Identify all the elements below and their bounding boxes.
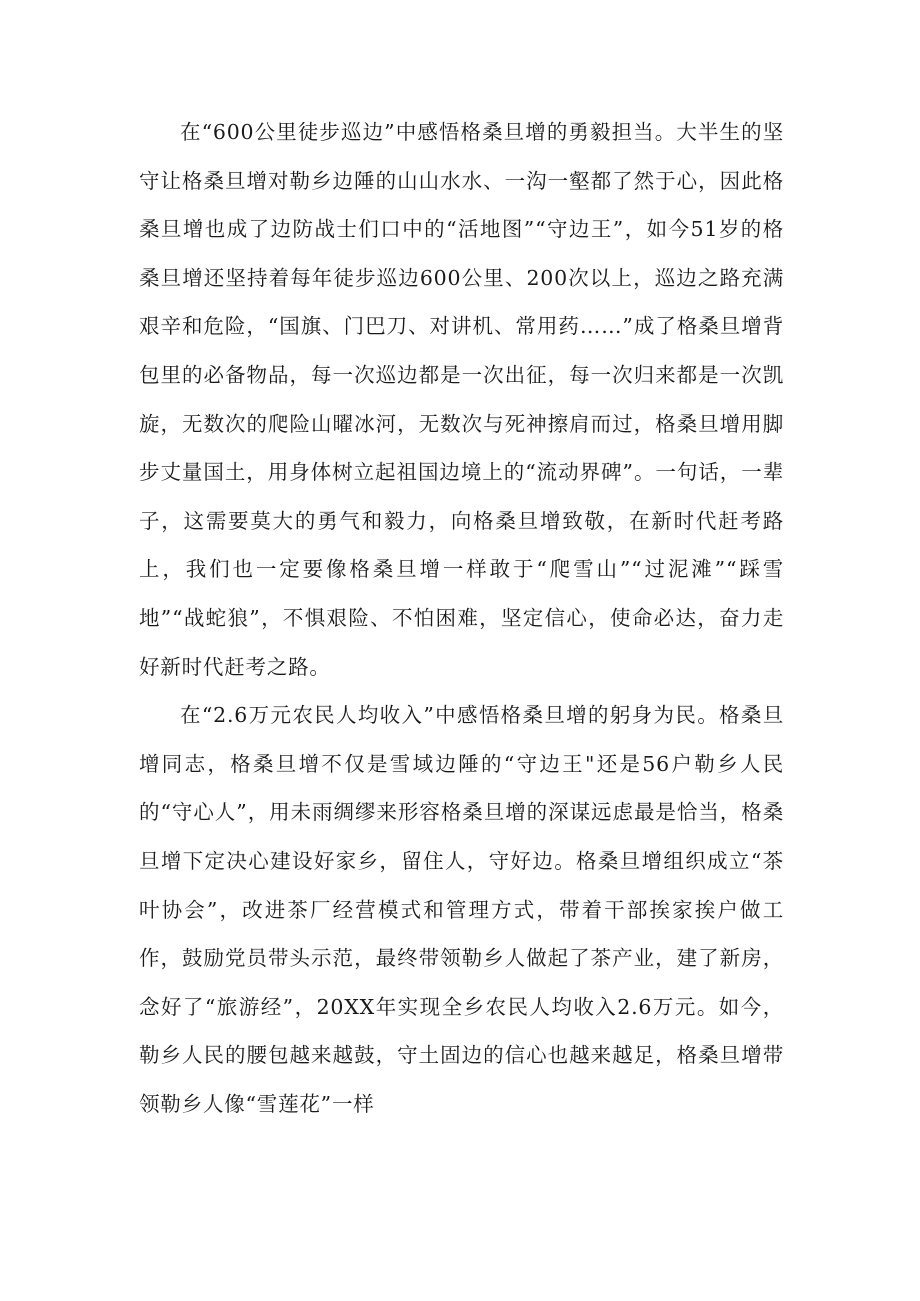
document-body bbox=[139, 108, 784, 1128]
paragraph-income: 在“2.6万元农民人均收入”中感悟格桑旦增的躬身为民。格桑旦增同志，格桑旦增不仅是雪域边陲的“守边王"还是56户勒乡人民的“守心人”，用未雨绸缪来形容格桑旦增的深谋远虑最是恰当，格桑旦增下定决心建设好家乡，留住人，守好边。格桑旦增组织成立“茶叶协会”，改进茶厂经营模式和管理方式，带着干部挨家挨户做工作，鼓励党员带头示范，最终带领勒乡人做起了茶产业，建了新房，念好了“旅游经”，20XX年实现全乡农民人均收入2.6万元。如今，勒乡人民的腰包越来越鼓，守土固边的信心也越来越足，格桑旦增带领勒乡人像“雪莲花”一样 bbox=[139, 703, 784, 1116]
paragraph-patrol: 在“600公里徒步巡边”中感悟格桑旦增的勇毅担当。大半生的坚守让格桑旦增对勒乡边陲的山山水水、一沟一壑都了然于心，因此格桑旦增也成了边防战士们口中的“活地图”“守边王”，如今51岁的格桑旦增还坚持着每年徒步巡边600公里、200次以上，巡边之路充满艰辛和危险，“国旗、门巴刀、对讲机、常用药……”成了格桑旦增背包里的必备物品，每一次巡边都是一次出征，每一次归来都是一次凯旋，无数次的爬险山曜冰河，无数次与死神擦肩而过，格桑旦增用脚步丈量国土，用身体树立起祖国边境上的“流动界碑”。一句话，一辈子，这需要莫大的勇气和毅力，向格桑旦增致敬，在新时代赶考路上，我们也一定要像格桑旦增一样敢于“爬雪山”“过泥滩”“踩雪地”“战蛇狼”，不惧艰险、不怕困难，坚定信心，使命必达，奋力走好新时代赶考之路。 bbox=[139, 120, 784, 679]
